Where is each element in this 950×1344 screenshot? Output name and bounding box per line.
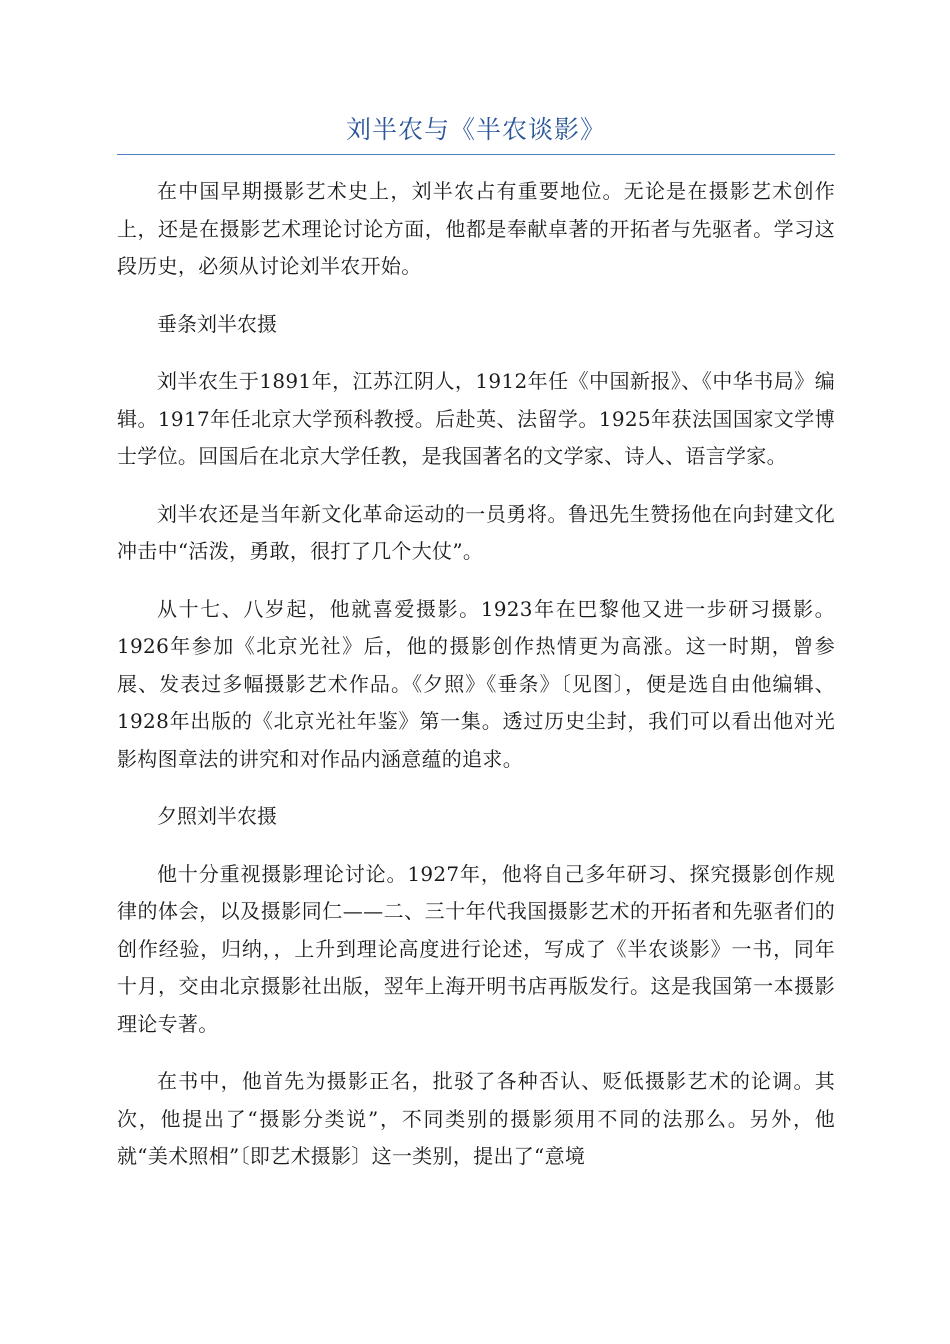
paragraph-book-content: 在书中，他首先为摄影正名，批驳了各种否认、贬低摄影艺术的论调。其次，他提出了“摄影分类说”，不同类别的摄影须用不同的法那么。另外，他就“美术照相”〔即艺术摄影〕这一类别，提出了“意境	[117, 1069, 835, 1168]
photo-caption-chuitiao: 垂条刘半农摄	[157, 311, 277, 336]
paragraph-theory: 他十分重视摄影理论讨论。1927年，他将自己多年研习、探究摄影创作规律的体会，以及摄影同仁——二、三十年代我国摄影艺术的开拓者和先驱者们的创作经验，归纳，，上升到理论高度进行论述，写成了《半农谈影》一书，同年十月，交由北京摄影社出版，翌年上海开明书店再版发行。这是我国第一本摄影理论专著。	[117, 861, 835, 1036]
paragraph-new-culture: 刘半农还是当年新文化革命运动的一员勇将。鲁迅先生赞扬他在向封建文化冲击中“活泼，勇敢，很打了几个大仗”。	[117, 501, 835, 563]
paragraph-photography-start: 从十七、八岁起，他就喜爱摄影。1923年在巴黎他又进一步研习摄影。1926年参加《北京光社》后，他的摄影创作热情更为高涨。这一时期，曾参展、发表过多幅摄影艺术作品。《夕照》《垂条》〔见图〕，便是选自由他编辑、1928年出版的《北京光社年鉴》第一集。透过历史尘封，我们可以看出他对光影构图章法的讲究和对作品内涵意蕴的追求。	[117, 596, 835, 771]
document-body	[117, 173, 835, 1196]
paragraph-biography: 刘半农生于1891年，江苏江阴人，1912年任《中国新报》、《中华书局》编辑。1917年任北京大学预科教授。后赴英、法留学。1925年获法国国家文学博士学位。回国后在北京大学任教，是我国著名的文学家、诗人、语言学家。	[117, 369, 835, 468]
document-title: 刘半农与《半农谈影》	[345, 115, 606, 144]
photo-caption-xizhao: 夕照刘半农摄	[157, 804, 277, 828]
paragraph-intro: 在中国早期摄影艺术史上，刘半农占有重要地位。无论是在摄影艺术创作上，还是在摄影艺术理论讨论方面，他都是奉献卓著的开拓者与先驱者。学习这段历史，必须从讨论刘半农开始。	[117, 179, 835, 278]
title-underline	[117, 154, 835, 155]
